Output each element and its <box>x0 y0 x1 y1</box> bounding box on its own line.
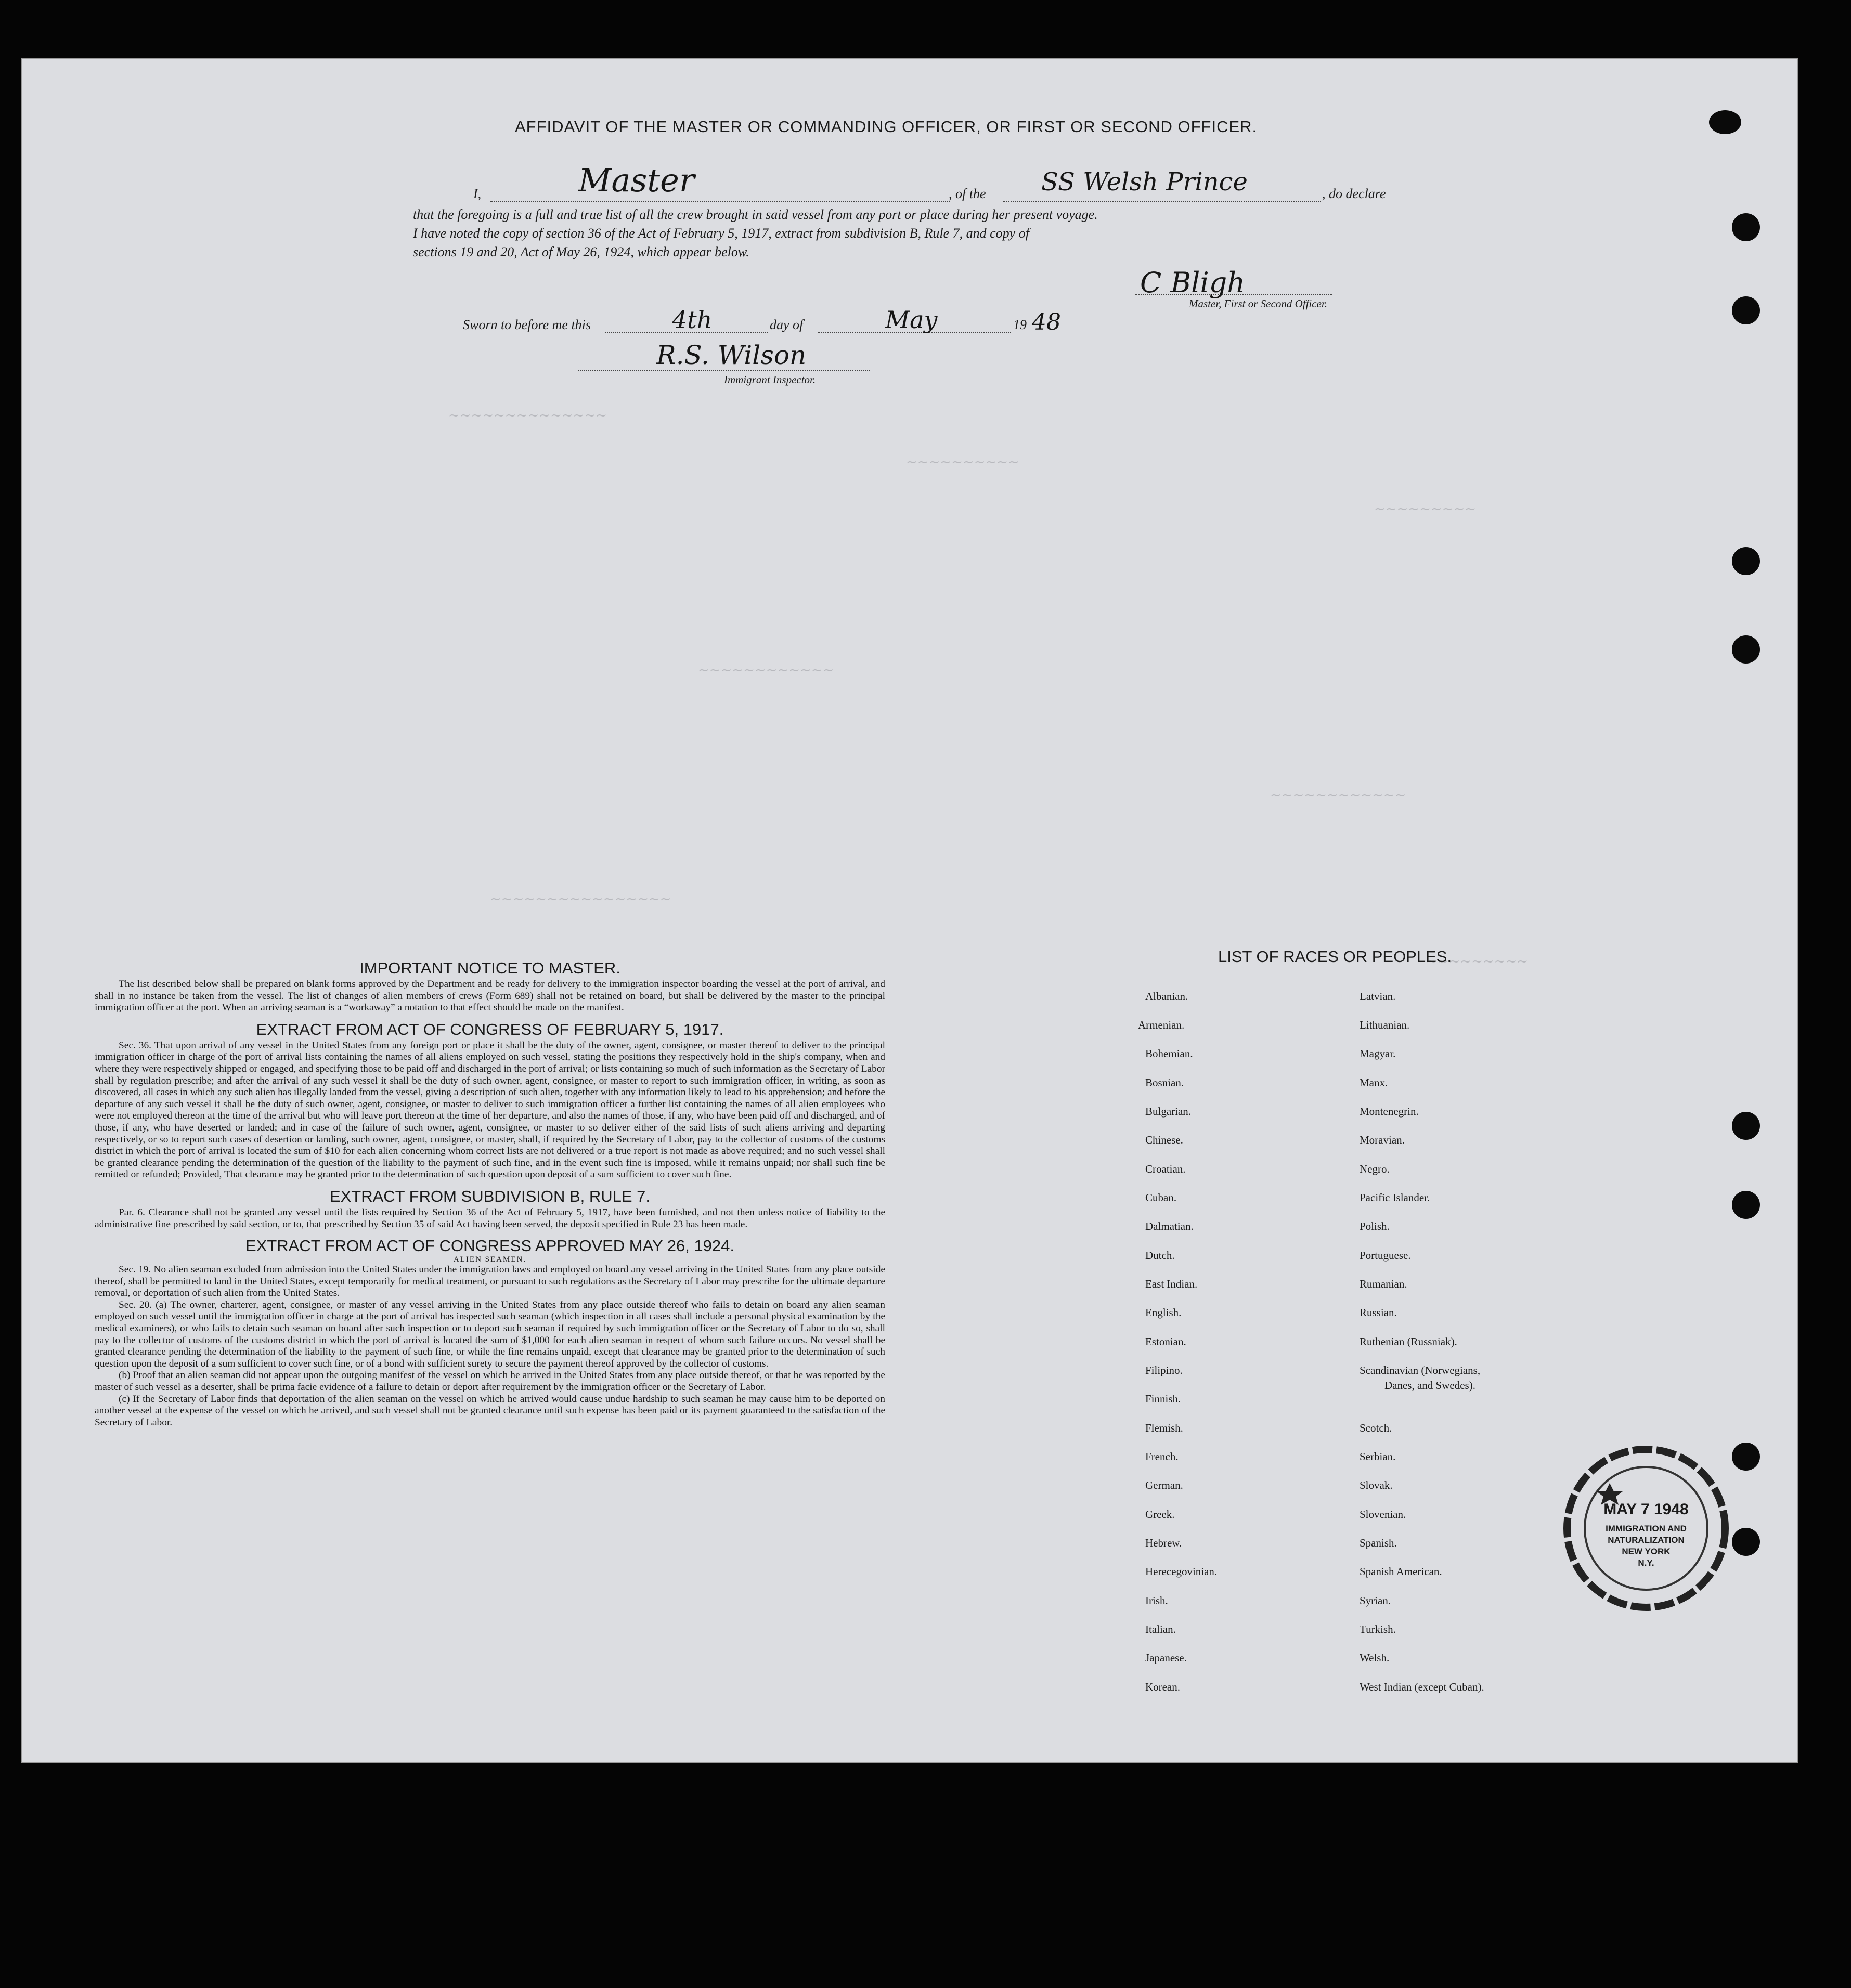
race-item: Albanian. <box>1145 990 1188 1003</box>
of-the-label: , of the <box>949 186 986 201</box>
race-item: Greek. <box>1145 1508 1175 1521</box>
race-item: English. <box>1145 1306 1182 1319</box>
do-declare-label: , do declare <box>1322 186 1386 201</box>
declaration-line-2: that the foregoing is a full and true list of all the crew brought in said vessel from any port or place during her present voyage. <box>413 207 1098 222</box>
race-item: Polish. <box>1360 1220 1390 1232</box>
race-item: Cuban. <box>1145 1191 1177 1204</box>
race-item: Latvian. <box>1360 990 1396 1003</box>
extract-1917-heading: EXTRACT FROM ACT OF CONGRESS OF FEBRUARY 5, 1917. <box>256 1020 724 1038</box>
punch-hole <box>1732 213 1760 241</box>
day-handwritten: 4th <box>672 306 713 334</box>
notice-heading: IMPORTANT NOTICE TO MASTER. <box>359 959 620 977</box>
race-item: Bohemian. <box>1145 1047 1193 1060</box>
declaration-i-label: I, <box>473 186 482 201</box>
race-item: East Indian. <box>1145 1278 1198 1290</box>
punch-hole <box>1732 1191 1760 1219</box>
inspector-caption: Immigrant Inspector. <box>724 373 816 386</box>
race-item: Magyar. <box>1360 1047 1396 1060</box>
punch-hole <box>1732 296 1760 324</box>
race-item: French. <box>1145 1450 1179 1463</box>
stamp-line: NEW YORK <box>1622 1547 1671 1556</box>
year-prefix: 19 <box>1013 317 1027 332</box>
race-item: Syrian. <box>1360 1594 1391 1607</box>
signature-caption: Master, First or Second Officer. <box>1189 297 1327 310</box>
race-item: Armenian. <box>1138 1019 1185 1031</box>
race-item: Scandinavian (Norwegians, <box>1360 1364 1481 1376</box>
month-handwritten: May <box>885 306 938 334</box>
race-item: Croatian. <box>1145 1163 1186 1175</box>
punch-hole <box>1732 1443 1760 1471</box>
vessel-name-handwritten: SS Welsh Prince <box>1041 167 1248 197</box>
declaration-line-4: sections 19 and 20, Act of May 26, 1924, which appear below. <box>413 244 749 259</box>
sec20a-text: Sec. 20. (a) The owner, charterer, agent, consignee, or master of any vessel arriving in the United States from any place outside thereof who fails to detain on board any alien seaman employed on such vessel until the immigration officer in charge at the port of arrival has inspected such seaman (which inspection in all cases shall include a personal physical examination by the medical examiners), or who fails to detain such seaman on board after such inspection or to deport such seaman if required by such immigration officer or the Secretary of Labor to do so, shall pay to the collector of customs of the customs district in which the port of arrival is located the sum of $1,000 for each alien seaman in respect of whom such failure occurs. No vessel shall be granted clearance pending the determination of the liability to the payment of such fine, or while the fine remains unpaid, except that clearance may be granted prior to the determination of such question upon the deposit of a sum sufficient to cover such fine, or of a bond with sufficient surety to secure the payment thereof approved by the collector of customs. <box>95 1299 885 1369</box>
sworn-label: Sworn to before me this <box>463 317 591 332</box>
race-item: Manx. <box>1360 1076 1388 1089</box>
bleed-through-text: ~~~~~~~~~~~~ <box>698 662 834 678</box>
immigration-date-stamp <box>1560 1443 1732 1614</box>
inspector-signature-line <box>578 370 870 371</box>
race-item: Dutch. <box>1145 1249 1175 1262</box>
race-item: Scotch. <box>1360 1422 1392 1434</box>
race-item: Montenegrin. <box>1360 1105 1419 1118</box>
race-item: Serbian. <box>1360 1450 1396 1463</box>
race-item: Slovak. <box>1360 1479 1393 1491</box>
race-item: Hebrew. <box>1145 1537 1182 1549</box>
affidavit-title: AFFIDAVIT OF THE MASTER OR COMMANDING OFFICER, OR FIRST OR SECOND OFFICER. <box>515 118 1258 136</box>
race-item: German. <box>1145 1479 1183 1491</box>
race-item: Spanish American. <box>1360 1565 1442 1578</box>
sec19-text: Sec. 19. No alien seaman excluded from admission into the United States under the immigration laws and employed on board any vessel arriving in the United States from any place outside thereof, shall be permitted to land in the United States, except temporarily for medical treatment, or pursuant to such regulations as the Secretary of Labor may prescribe for the ultimate departure removal, or deportation of such alien from the United States. <box>95 1264 885 1299</box>
punch-hole <box>1732 547 1760 575</box>
race-item: Filipino. <box>1145 1364 1183 1376</box>
alien-seamen-subheading: ALIEN SEAMEN. <box>453 1255 527 1264</box>
punch-hole <box>1732 1528 1760 1556</box>
notices-column <box>95 959 885 1428</box>
master-name-handwritten: Master <box>578 161 695 199</box>
rule7-text: Par. 6. Clearance shall not be granted any vessel until the lists required by Section 36 of the Act of February 5, 1917, have been furnished, and not then unless notice of liability to the administrative fine prescribed by said section, or to, that prescribed by Section 35 of said Act having been served, the deposit specified in Rule 23 has been made. <box>95 1206 885 1230</box>
stamp-line: NATURALIZATION <box>1608 1535 1685 1545</box>
race-item: Estonian. <box>1145 1335 1186 1348</box>
race-item: Dalmatian. <box>1145 1220 1194 1232</box>
punch-hole <box>1732 1112 1760 1140</box>
stamp-date: MAY 7 1948 <box>1603 1501 1689 1518</box>
race-item: Danes, and Swedes). <box>1384 1379 1475 1392</box>
vessel-field-line <box>1003 201 1321 202</box>
bleed-through-text: ~~~~~~~~~~ <box>906 454 1019 470</box>
bleed-through-text: ~~~~~~~~~~~~~~~~ <box>490 891 671 907</box>
race-item: Ruthenian (Russniak). <box>1360 1335 1457 1348</box>
rule7-heading: EXTRACT FROM SUBDIVISION B, RULE 7. <box>329 1187 651 1205</box>
notice-text: The list described below shall be prepared on blank forms approved by the Department and be ready for delivery to the immigration inspector boarding the vessel at the port of arrival, and shall in no instance be taken from the vessel. The list of changes of alien members of crews (Form 689) shall not be retained on board, but shall be delivered by the master to the principal immigration officer at the port. When an arriving seaman is a “workaway” a notation to that effect should be made on the manifest. <box>95 979 885 1014</box>
race-item: Turkish. <box>1360 1623 1396 1635</box>
punch-hole <box>1732 635 1760 664</box>
race-item: Welsh. <box>1360 1652 1390 1664</box>
race-item: Bosnian. <box>1145 1076 1184 1089</box>
bleed-through-text: ~~~~~~~~~ <box>1426 954 1529 969</box>
punch-hole <box>1709 110 1741 134</box>
year-handwritten: 48 <box>1032 309 1061 335</box>
declaration-line-3: I have noted the copy of section 36 of the Act of February 5, 1917, extract from subdivision B, Rule 7, and copy of <box>413 226 1029 241</box>
race-item: Irish. <box>1145 1594 1168 1607</box>
stamp-line: N.Y. <box>1638 1558 1654 1568</box>
sec20c-text: (c) If the Secretary of Labor finds that deportation of the alien seaman on the vessel on which he arrived would cause undue hardship to such seaman he may cause him to be deported on another vessel at the expense of the vessel on which he arrived, and such vessel shall not be granted clearance until such expense has been paid or its payment guaranteed to the satisfaction of the Secretary of Labor. <box>95 1393 885 1428</box>
race-item: Russian. <box>1360 1306 1397 1319</box>
race-item: Pacific Islander. <box>1360 1191 1430 1204</box>
race-item: Chinese. <box>1145 1134 1183 1146</box>
race-item: Rumanian. <box>1360 1278 1407 1290</box>
extract-1924-heading: EXTRACT FROM ACT OF CONGRESS APPROVED MAY 26, 1924. <box>245 1237 735 1255</box>
name-field-line <box>490 201 950 202</box>
extract-1917-text: Sec. 36. That upon arrival of any vessel in the United States from any foreign port or place it shall be the duty of the owner, agent, consignee, or master thereof to deliver to the principal immigration officer in charge of the port of arrival lists containing the names of all aliens employed on such vessel, stating the positions they respectively hold in the ship's company, when and where they were respectively shipped or engaged, and specifying those to be paid off and discharged in the port of arrival; or lists containing so much of such information as the Secretary of Labor shall by regulation prescribe; and after the arrival of any such vessel it shall be the duty of such owner, agent, consignee, or master to report to such immigration officer, in writing, as soon as discovered, all cases in which any such alien has illegally landed from the vessel, giving a description of such alien, together with any information likely to lead to his apprehension; and before the departure of any such vessel it shall be the duty of such owner, agent, consignee, or master to deliver to such immigration officer a further list containing the names of all alien employees who were not employed thereon at the time of the arrival but who will leave port thereon at the time of her departure, and also the names of those, if any, who have been paid off and discharged, and of those, if any, who have deserted or landed; and in case of the failure of such owner, agent, consignee, or master to so deliver either of the said lists of such aliens arriving and departing respectively, or so to report such cases of desertion or landing, such owner, agent, consignee, or master, shall, if required by the Secretary of Labor, pay to the collector of customs of the customs district in which the port of arrival is located the sum of $10 for each alien concerning whom correct lists are not delivered or a true report is not made as above required; and no such vessel shall be granted clearance pending the determination of the question of the liability to the payment of such fine, and in the event such fine is imposed, while it remains unpaid; nor shall such fine be remitted or refunded; Provided, That clearance may be granted prior to the determination of such question upon deposit of a sum sufficient to cover such fine. <box>95 1040 885 1180</box>
inspector-signature: R.S. Wilson <box>656 340 807 370</box>
race-item: Lithuanian. <box>1360 1019 1410 1031</box>
race-item: Slovenian. <box>1360 1508 1406 1521</box>
document-page <box>21 58 1798 1763</box>
race-item: Negro. <box>1360 1163 1390 1175</box>
sec20b-text: (b) Proof that an alien seaman did not appear upon the outgoing manifest of the vessel on which he arrived in the United States from any place outside thereof, or that he was reported by the master of such vessel as a deserter, shall be prima facie evidence of a failure to detain or deport after requirement by the immigration officer or the Secretary of Labor. <box>95 1370 885 1393</box>
day-of-label: day of <box>770 317 804 332</box>
race-item: Spanish. <box>1360 1537 1397 1549</box>
master-signature: C Bligh <box>1140 266 1246 299</box>
race-item: Finnish. <box>1145 1393 1181 1405</box>
race-item: Korean. <box>1145 1681 1181 1693</box>
races-heading: LIST OF RACES OR PEOPLES. <box>1218 947 1452 966</box>
race-item: Japanese. <box>1145 1652 1187 1664</box>
race-item: Italian. <box>1145 1623 1176 1635</box>
bleed-through-text: ~~~~~~~~~~~~ <box>1270 787 1406 803</box>
race-item: Herecegovinian. <box>1145 1565 1218 1578</box>
race-item: Flemish. <box>1145 1422 1183 1434</box>
race-item: Portuguese. <box>1360 1249 1411 1262</box>
bleed-through-text: ~~~~~~~~~~~~~~ <box>448 408 607 423</box>
stamp-line: IMMIGRATION AND <box>1606 1524 1687 1534</box>
race-item: Bulgarian. <box>1145 1105 1192 1118</box>
race-item: Moravian. <box>1360 1134 1405 1146</box>
bleed-through-text: ~~~~~~~~~ <box>1374 501 1477 517</box>
race-item: West Indian (except Cuban). <box>1360 1681 1484 1693</box>
